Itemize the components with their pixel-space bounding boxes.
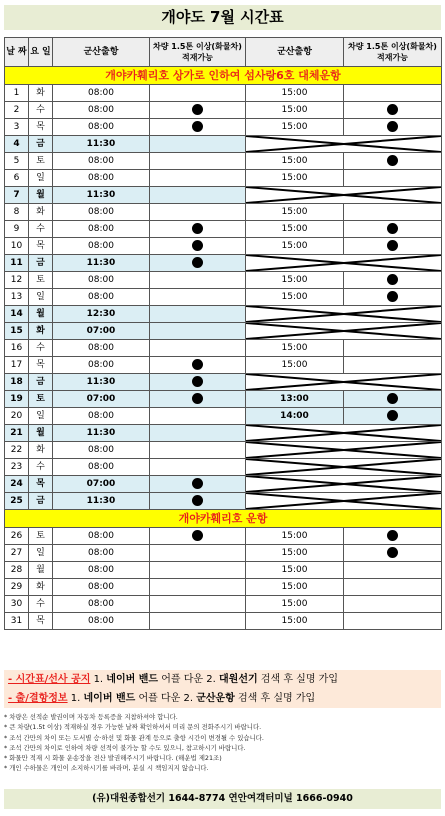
cargo-cell [344, 170, 442, 187]
date-cell: 4 [5, 136, 29, 153]
cargo-cell [150, 442, 246, 459]
table-row [5, 255, 442, 272]
cargo-cell [150, 85, 246, 102]
day-cell: 수 [29, 221, 53, 238]
departure-time-cell: 08:00 [53, 170, 150, 187]
table-row [5, 136, 442, 153]
cargo-cell [150, 323, 246, 340]
cargo-cell [150, 204, 246, 221]
day-cell: 화 [29, 204, 53, 221]
cargo-available-dot [192, 104, 203, 115]
table-row [5, 85, 442, 102]
departure-time-cell: 08:00 [53, 272, 150, 289]
day-cell: 화 [29, 579, 53, 596]
day-cell: 수 [29, 340, 53, 357]
notice-operation: - 출/결항정보 1. 네이버 밴드 어플 다운 2. 군산운항 검색 후 실명 가입 [4, 689, 441, 708]
cargo-cell [344, 119, 442, 136]
cargo-available-dot [192, 376, 203, 387]
departure-time-cell: 08:00 [53, 289, 150, 306]
departure-time-cell: 11:30 [53, 374, 150, 391]
header-day: 요 일 [29, 38, 53, 67]
table-row [5, 493, 442, 510]
cargo-cell [150, 425, 246, 442]
cargo-cell [150, 306, 246, 323]
no-service-cell [246, 476, 442, 493]
departure-time-cell: 08:00 [53, 357, 150, 374]
departure-time-cell: 12:30 [53, 306, 150, 323]
replacement-banner: 개야카훼리호 상가로 인하여 섬사랑6호 대체운항 [5, 67, 442, 85]
table-row [5, 579, 442, 596]
cargo-available-dot [192, 393, 203, 404]
cargo-cell [150, 238, 246, 255]
day-cell: 목 [29, 119, 53, 136]
cargo-cell [344, 408, 442, 425]
cross-out-mark [246, 136, 441, 152]
date-cell: 7 [5, 187, 29, 204]
table-row [5, 187, 442, 204]
date-cell: 8 [5, 204, 29, 221]
notice-timetable-label: - 시간표/선사 공지 [8, 674, 91, 685]
cargo-cell [150, 289, 246, 306]
cargo-cell [150, 408, 246, 425]
cargo-cell [150, 596, 246, 613]
date-cell: 27 [5, 545, 29, 562]
day-cell: 토 [29, 153, 53, 170]
cross-out-mark [246, 374, 441, 390]
cargo-cell [150, 153, 246, 170]
cargo-cell [150, 221, 246, 238]
no-service-cell [246, 323, 442, 340]
schedule-table [4, 37, 442, 630]
table-row [5, 238, 442, 255]
table-row [5, 221, 442, 238]
cargo-cell [150, 374, 246, 391]
banner-row [5, 67, 442, 85]
date-cell: 20 [5, 408, 29, 425]
return-time-cell: 15:00 [246, 579, 344, 596]
cargo-available-dot [387, 410, 398, 421]
date-cell: 1 [5, 85, 29, 102]
return-time-cell: 15:00 [246, 357, 344, 374]
table-row [5, 272, 442, 289]
cargo-cell [344, 272, 442, 289]
cargo-available-dot [192, 530, 203, 541]
cargo-available-dot [192, 257, 203, 268]
no-service-cell [246, 306, 442, 323]
departure-time-cell: 07:00 [53, 391, 150, 408]
return-time-cell: 15:00 [246, 596, 344, 613]
notice-operation-label: - 출/결항정보 [8, 693, 68, 704]
return-time-cell: 15:00 [246, 238, 344, 255]
cargo-cell [150, 476, 246, 493]
cargo-available-dot [192, 359, 203, 370]
note-item: * 개인 수하물은 개인이 소지하시기를 바라며, 분실 시 책임지지 않습니다. [4, 764, 209, 773]
cargo-available-dot [192, 223, 203, 234]
cargo-cell [150, 579, 246, 596]
cargo-cell [150, 136, 246, 153]
cargo-cell [344, 357, 442, 374]
return-time-cell: 15:00 [246, 119, 344, 136]
cargo-cell [150, 119, 246, 136]
table-row [5, 442, 442, 459]
note-item: * 조석 간만의 차이 또는 도서별 승·하선 및 화물 관계 등으로 출항 시간이 변경될 수 있습니다. [4, 733, 264, 742]
cross-out-mark [246, 442, 441, 458]
return-time-cell: 13:00 [246, 391, 344, 408]
naver-band-text: 네이버 밴드 [83, 693, 136, 704]
gunsan-search-text: 군산운항 [196, 693, 235, 704]
cargo-cell [344, 221, 442, 238]
date-cell: 3 [5, 119, 29, 136]
table-row [5, 391, 442, 408]
cargo-cell [344, 545, 442, 562]
return-time-cell: 15:00 [246, 102, 344, 119]
no-service-cell [246, 374, 442, 391]
return-time-cell: 15:00 [246, 221, 344, 238]
table-header-row [5, 38, 442, 67]
day-cell: 화 [29, 85, 53, 102]
date-cell: 23 [5, 459, 29, 476]
departure-time-cell: 08:00 [53, 408, 150, 425]
table-row [5, 613, 442, 630]
cargo-cell [344, 238, 442, 255]
note-item: * 화물만 적재 시 화물 운송장을 전산 발권해주시기 바랍니다. (해운법 제21조) [4, 754, 222, 763]
daewon-search-text: 대원선기 [219, 674, 258, 685]
cargo-cell [150, 340, 246, 357]
day-cell: 목 [29, 357, 53, 374]
no-service-cell [246, 187, 442, 204]
departure-time-cell: 07:00 [53, 476, 150, 493]
day-cell: 금 [29, 255, 53, 272]
header-gunsan-departure: 군산출항 [53, 38, 150, 67]
departure-time-cell: 08:00 [53, 238, 150, 255]
day-cell: 토 [29, 528, 53, 545]
date-cell: 26 [5, 528, 29, 545]
date-cell: 15 [5, 323, 29, 340]
cargo-cell [344, 579, 442, 596]
naver-band-text: 네이버 밴드 [106, 674, 159, 685]
return-time-cell: 15:00 [246, 528, 344, 545]
day-cell: 목 [29, 613, 53, 630]
note-item: * 큰 차량(1.5t 이상) 적재하실 경우 가능한 날짜 확인하셔서 미리 문의 전화주시기 바랍니다. [4, 723, 262, 732]
day-cell: 토 [29, 272, 53, 289]
header-cargo-1: 차량 1.5톤 이상(화물차) 적재가능 [150, 38, 246, 67]
departure-time-cell: 08:00 [53, 85, 150, 102]
cargo-available-dot [387, 121, 398, 132]
cargo-available-dot [387, 240, 398, 251]
notes-list [4, 712, 441, 774]
cargo-cell [150, 493, 246, 510]
departure-time-cell: 08:00 [53, 528, 150, 545]
departure-time-cell: 08:00 [53, 562, 150, 579]
page-title: 개야도 7월 시간표 [4, 5, 441, 30]
date-cell: 21 [5, 425, 29, 442]
cargo-cell [150, 545, 246, 562]
day-cell: 금 [29, 374, 53, 391]
date-cell: 25 [5, 493, 29, 510]
return-time-cell: 15:00 [246, 289, 344, 306]
header-cargo-2: 차량 1.5톤 이상(화물차) 적재가능 [344, 38, 442, 67]
cargo-available-dot [387, 274, 398, 285]
date-cell: 31 [5, 613, 29, 630]
date-cell: 17 [5, 357, 29, 374]
cargo-available-dot [387, 393, 398, 404]
cargo-cell [150, 528, 246, 545]
cargo-cell [150, 357, 246, 374]
no-service-cell [246, 459, 442, 476]
cross-out-mark [246, 306, 441, 322]
cargo-cell [150, 562, 246, 579]
cross-out-mark [246, 323, 441, 339]
date-cell: 10 [5, 238, 29, 255]
departure-time-cell: 08:00 [53, 221, 150, 238]
day-cell: 화 [29, 323, 53, 340]
table-row [5, 562, 442, 579]
departure-time-cell: 08:00 [53, 545, 150, 562]
cargo-available-dot [192, 495, 203, 506]
cargo-available-dot [387, 155, 398, 166]
departure-time-cell: 08:00 [53, 596, 150, 613]
cargo-cell [344, 204, 442, 221]
cargo-cell [150, 255, 246, 272]
day-cell: 수 [29, 102, 53, 119]
date-cell: 14 [5, 306, 29, 323]
day-cell: 일 [29, 289, 53, 306]
table-row [5, 323, 442, 340]
departure-time-cell: 08:00 [53, 613, 150, 630]
date-cell: 16 [5, 340, 29, 357]
date-cell: 5 [5, 153, 29, 170]
cargo-cell [344, 85, 442, 102]
cargo-available-dot [192, 478, 203, 489]
table-row [5, 596, 442, 613]
schedule-rows [5, 85, 442, 630]
departure-time-cell: 08:00 [53, 102, 150, 119]
cargo-cell [150, 187, 246, 204]
cross-out-mark [246, 187, 441, 203]
cargo-available-dot [387, 547, 398, 558]
cargo-available-dot [192, 121, 203, 132]
header-date: 날 짜 [5, 38, 29, 67]
cargo-available-dot [387, 223, 398, 234]
return-time-cell: 15:00 [246, 613, 344, 630]
day-cell: 금 [29, 136, 53, 153]
departure-time-cell: 11:30 [53, 255, 150, 272]
return-time-cell: 15:00 [246, 153, 344, 170]
date-cell: 6 [5, 170, 29, 187]
return-time-cell: 15:00 [246, 340, 344, 357]
date-cell: 30 [5, 596, 29, 613]
table-row [5, 528, 442, 545]
date-cell: 28 [5, 562, 29, 579]
return-time-cell: 15:00 [246, 545, 344, 562]
cross-out-mark [246, 425, 441, 441]
departure-time-cell: 08:00 [53, 204, 150, 221]
header-return-departure: 군산출항 [246, 38, 344, 67]
return-time-cell: 15:00 [246, 204, 344, 221]
table-row [5, 102, 442, 119]
table-row [5, 306, 442, 323]
notice-timetable: - 시간표/선사 공지 1. 네이버 밴드 어플 다운 2. 대원선기 검색 후 실명 가입 [4, 670, 441, 689]
return-time-cell: 14:00 [246, 408, 344, 425]
table-row [5, 357, 442, 374]
no-service-cell [246, 425, 442, 442]
table-row [5, 374, 442, 391]
cargo-cell [344, 391, 442, 408]
date-cell: 12 [5, 272, 29, 289]
day-cell: 수 [29, 596, 53, 613]
table-row [5, 289, 442, 306]
day-cell: 화 [29, 442, 53, 459]
banner-row [5, 510, 442, 528]
return-time-cell: 15:00 [246, 170, 344, 187]
cargo-cell [344, 613, 442, 630]
cross-out-mark [246, 255, 441, 271]
return-time-cell: 15:00 [246, 85, 344, 102]
departure-time-cell: 11:30 [53, 425, 150, 442]
cargo-cell [344, 289, 442, 306]
day-cell: 월 [29, 187, 53, 204]
departure-time-cell: 08:00 [53, 153, 150, 170]
departure-time-cell: 08:00 [53, 579, 150, 596]
no-service-cell [246, 255, 442, 272]
cargo-available-dot [387, 104, 398, 115]
date-cell: 18 [5, 374, 29, 391]
cargo-cell [344, 102, 442, 119]
departure-time-cell: 08:00 [53, 340, 150, 357]
cargo-cell [150, 391, 246, 408]
cargo-cell [344, 528, 442, 545]
date-cell: 9 [5, 221, 29, 238]
cross-out-mark [246, 459, 441, 475]
departure-time-cell: 07:00 [53, 323, 150, 340]
day-cell: 일 [29, 545, 53, 562]
table-row [5, 153, 442, 170]
cross-out-mark [246, 493, 441, 509]
cargo-cell [150, 102, 246, 119]
table-row [5, 425, 442, 442]
return-time-cell: 15:00 [246, 562, 344, 579]
day-cell: 목 [29, 476, 53, 493]
cargo-available-dot [192, 240, 203, 251]
day-cell: 월 [29, 425, 53, 442]
cargo-cell [344, 562, 442, 579]
day-cell: 월 [29, 562, 53, 579]
cross-out-mark [246, 476, 441, 492]
table-row [5, 340, 442, 357]
departure-time-cell: 11:30 [53, 187, 150, 204]
departure-time-cell: 11:30 [53, 493, 150, 510]
table-row [5, 476, 442, 493]
note-item: * 조석 간만의 차이로 인하여 차량 선적이 불가능 할 수도 있으니, 참고하시기 바랍니다. [4, 743, 246, 752]
return-time-cell: 15:00 [246, 272, 344, 289]
note-item: * 차량은 선적순 발권이며 자동차 등록증을 지참하셔야 합니다. [4, 713, 178, 721]
day-cell: 금 [29, 493, 53, 510]
departure-time-cell: 08:00 [53, 442, 150, 459]
departure-time-cell: 08:00 [53, 459, 150, 476]
cargo-cell [344, 596, 442, 613]
cargo-cell [344, 340, 442, 357]
day-cell: 토 [29, 391, 53, 408]
date-cell: 13 [5, 289, 29, 306]
cargo-available-dot [387, 291, 398, 302]
date-cell: 19 [5, 391, 29, 408]
no-service-cell [246, 493, 442, 510]
day-cell: 월 [29, 306, 53, 323]
operation-banner: 개야카훼리호 운항 [5, 510, 442, 528]
table-row [5, 170, 442, 187]
day-cell: 일 [29, 170, 53, 187]
day-cell: 수 [29, 459, 53, 476]
cargo-cell [344, 153, 442, 170]
cargo-cell [150, 459, 246, 476]
no-service-cell [246, 442, 442, 459]
no-service-cell [246, 136, 442, 153]
date-cell: 29 [5, 579, 29, 596]
table-row [5, 408, 442, 425]
cargo-cell [150, 613, 246, 630]
cargo-available-dot [387, 530, 398, 541]
table-row [5, 119, 442, 136]
day-cell: 일 [29, 408, 53, 425]
date-cell: 11 [5, 255, 29, 272]
cargo-cell [150, 170, 246, 187]
date-cell: 24 [5, 476, 29, 493]
table-row [5, 459, 442, 476]
table-row [5, 204, 442, 221]
day-cell: 목 [29, 238, 53, 255]
cargo-cell [150, 272, 246, 289]
date-cell: 22 [5, 442, 29, 459]
contact-footer: (유)대원종합선기 1644-8774 연안여객터미널 1666-0940 [4, 789, 441, 809]
table-row [5, 545, 442, 562]
date-cell: 2 [5, 102, 29, 119]
departure-time-cell: 11:30 [53, 136, 150, 153]
departure-time-cell: 08:00 [53, 119, 150, 136]
